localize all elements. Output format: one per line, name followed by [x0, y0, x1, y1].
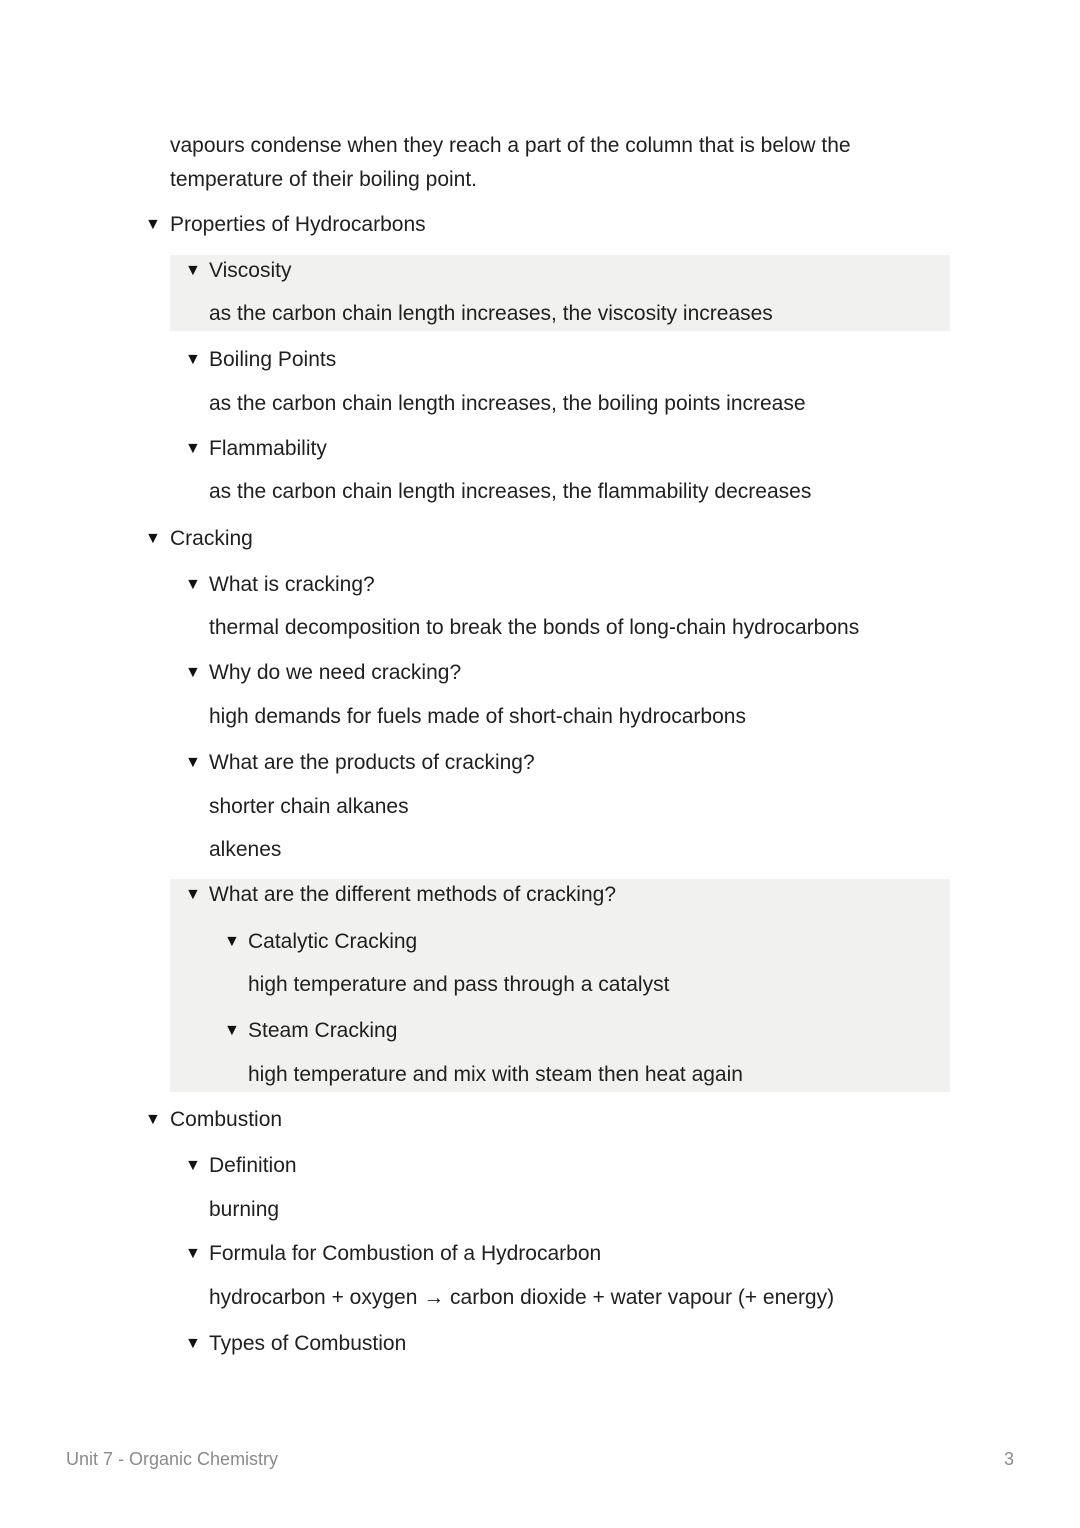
cracking-heading: Cracking — [170, 527, 253, 550]
boiling-text: as the carbon chain length increases, the boiling points increase — [209, 392, 806, 415]
properties-heading: Properties of Hydrocarbons — [170, 213, 426, 236]
toggle-catalytic-icon[interactable]: ▼ — [224, 933, 240, 950]
toggle-combustion-icon[interactable]: ▼ — [145, 1111, 161, 1128]
toggle-properties-icon[interactable]: ▼ — [145, 216, 161, 233]
intro-line-2: temperature of their boiling point. — [170, 168, 478, 191]
toggle-steam-icon[interactable]: ▼ — [224, 1022, 240, 1039]
methods-heading: What are the different methods of cracking? — [209, 883, 616, 906]
types-heading: Types of Combustion — [209, 1332, 407, 1355]
toggle-what-cracking-icon[interactable]: ▼ — [185, 576, 201, 593]
toggle-viscosity-icon[interactable]: ▼ — [185, 262, 201, 279]
toggle-cracking-icon[interactable]: ▼ — [145, 530, 161, 547]
toggle-flammability-icon[interactable]: ▼ — [185, 440, 201, 457]
why-cracking-heading: Why do we need cracking? — [209, 661, 462, 684]
formula-heading: Formula for Combustion of a Hydrocarbon — [209, 1242, 602, 1265]
catalytic-text: high temperature and pass through a catalyst — [248, 973, 670, 996]
intro-line-1: vapours condense when they reach a part of the column that is below the — [170, 134, 851, 157]
toggle-why-cracking-icon[interactable]: ▼ — [185, 664, 201, 681]
viscosity-text: as the carbon chain length increases, the viscosity increases — [209, 302, 773, 325]
what-cracking-text: thermal decomposition to break the bonds of long-chain hydrocarbons — [209, 616, 860, 639]
toggle-definition-icon[interactable]: ▼ — [185, 1157, 201, 1174]
page-number: 3 — [1004, 1449, 1015, 1469]
viscosity-heading: Viscosity — [209, 259, 292, 282]
footer-unit-title: Unit 7 - Organic Chemistry — [66, 1449, 279, 1469]
what-cracking-heading: What is cracking? — [209, 573, 375, 596]
steam-text: high temperature and mix with steam then heat again — [248, 1063, 743, 1086]
toggle-formula-icon[interactable]: ▼ — [185, 1245, 201, 1262]
toggle-products-icon[interactable]: ▼ — [185, 754, 201, 771]
toggle-boiling-icon[interactable]: ▼ — [185, 351, 201, 368]
definition-heading: Definition — [209, 1154, 297, 1177]
catalytic-heading: Catalytic Cracking — [248, 930, 418, 953]
combustion-heading: Combustion — [170, 1108, 283, 1131]
products-heading: What are the products of cracking? — [209, 751, 535, 774]
why-cracking-text: high demands for fuels made of short-chain hydrocarbons — [209, 705, 746, 728]
products-item-2: alkenes — [209, 838, 282, 861]
products-item-1: shorter chain alkanes — [209, 795, 409, 818]
boiling-heading: Boiling Points — [209, 348, 337, 371]
toggle-methods-icon[interactable]: ▼ — [185, 886, 201, 903]
flammability-heading: Flammability — [209, 437, 327, 460]
steam-heading: Steam Cracking — [248, 1019, 398, 1042]
toggle-types-icon[interactable]: ▼ — [185, 1335, 201, 1352]
formula-text: hydrocarbon + oxygen → carbon dioxide + water vapour (+ energy) — [209, 1286, 835, 1309]
definition-text: burning — [209, 1198, 280, 1221]
flammability-text: as the carbon chain length increases, the flammability decreases — [209, 480, 812, 503]
